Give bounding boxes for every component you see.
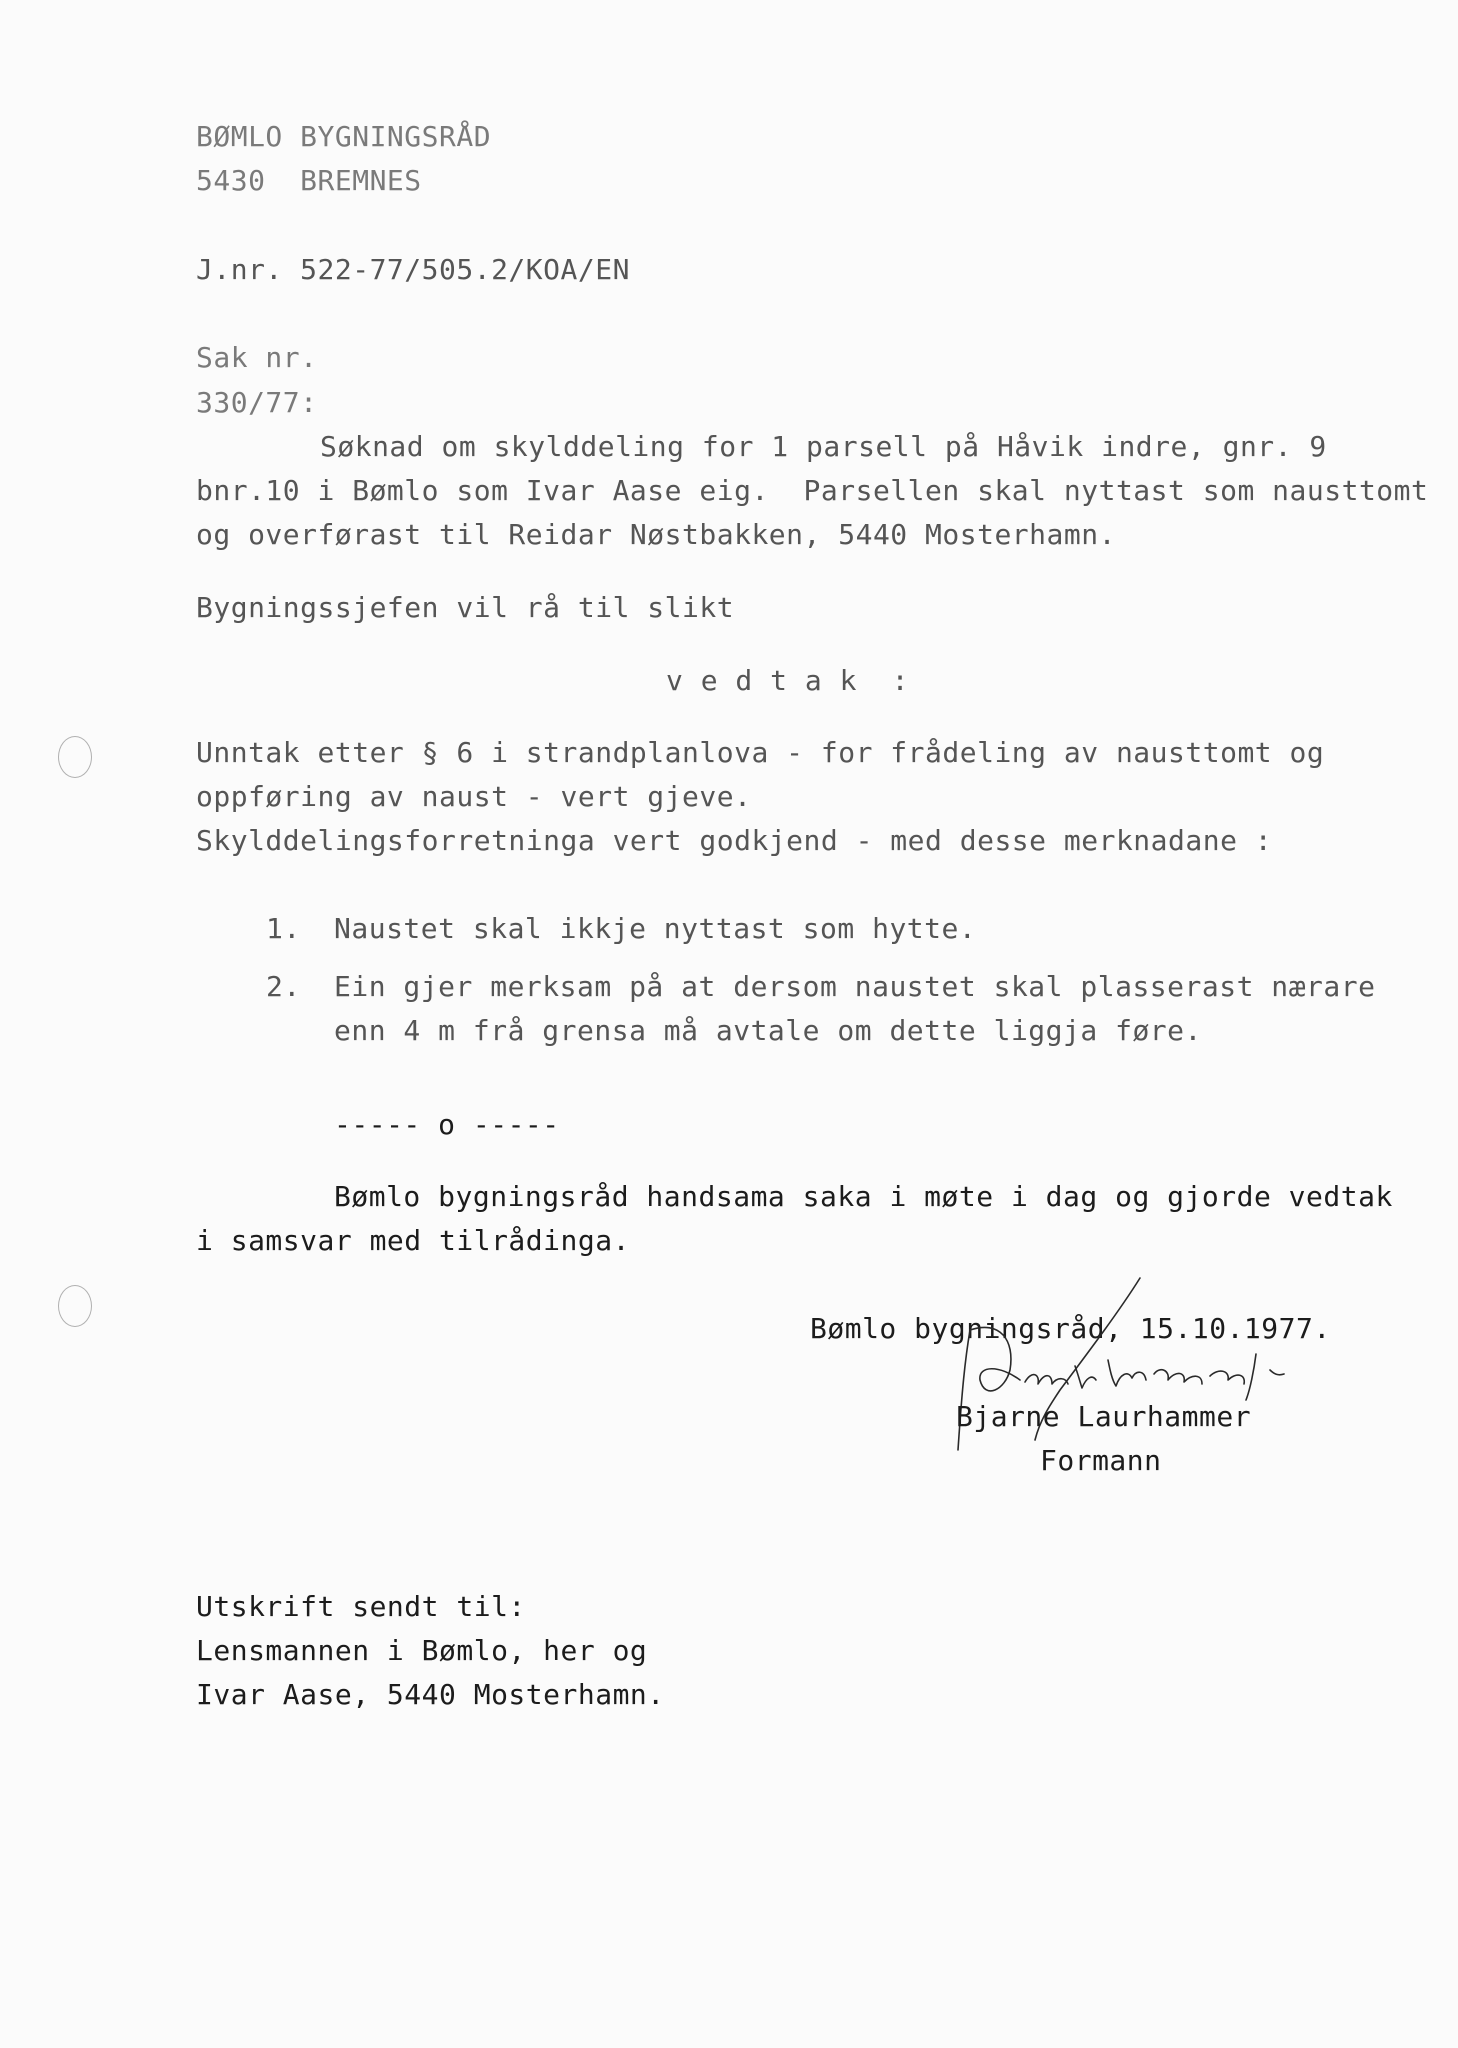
case-summary-line-1: Søknad om skylddeling for 1 parsell på Håvik indre, gnr. 9 — [320, 430, 1327, 463]
condition-text: Ein gjer merksam på at dersom naustet skal plasserast nærare — [334, 970, 1376, 1003]
decision-line-1: Unntak etter § 6 i strandplanlova - for frådeling av nausttomt og — [196, 736, 1325, 769]
journal-number: J.nr. 522-77/505.2/KOA/EN — [196, 253, 630, 286]
place-and-date: Bømlo bygningsråd, 15.10.1977. — [810, 1312, 1331, 1345]
signatory-title: Formann — [1040, 1444, 1162, 1477]
punch-hole-bottom — [58, 1285, 92, 1327]
resolution-line-1: Bømlo bygningsråd handsama saka i møte i dag og gjorde vedtak — [334, 1180, 1393, 1213]
distribution-recipient: Lensmannen i Bømlo, her og — [196, 1634, 648, 1667]
decision-line-3: Skylddelingsforretninga vert godkjend - med desse merknadane : — [196, 824, 1273, 857]
case-label: Sak nr. — [196, 341, 318, 374]
case-number: 330/77: — [196, 386, 318, 419]
signatory-name: Bjarne Laurhammer — [956, 1400, 1252, 1433]
decision-heading: v e d t a k : — [666, 664, 910, 697]
recommendation-text: Bygningssjefen vil rå til slikt — [196, 591, 735, 624]
condition-number: 2. — [266, 970, 301, 1003]
distribution-heading: Utskrift sendt til: — [196, 1590, 526, 1623]
condition-text-continued: enn 4 m frå grensa må avtale om dette liggja føre. — [334, 1014, 1202, 1047]
resolution-line-2: i samsvar med tilrådinga. — [196, 1224, 630, 1257]
decision-line-2: oppføring av naust - vert gjeve. — [196, 780, 752, 813]
distribution-recipient: Ivar Aase, 5440 Mosterhamn. — [196, 1678, 665, 1711]
case-summary-line-2: bnr.10 i Bømlo som Ivar Aase eig. Parsellen skal nyttast som nausttomt — [196, 474, 1429, 507]
punch-hole-top — [58, 736, 92, 778]
condition-number: 1. — [266, 912, 301, 945]
case-summary-line-3: og overførast til Reidar Nøstbakken, 5440 Mosterhamn. — [196, 518, 1116, 551]
letterhead-address: 5430 BREMNES — [196, 164, 422, 197]
section-separator: ----- o ----- — [334, 1108, 560, 1141]
letterhead-org: BØMLO BYGNINGSRÅD — [196, 120, 492, 153]
condition-text: Naustet skal ikkje nyttast som hytte. — [334, 912, 977, 945]
